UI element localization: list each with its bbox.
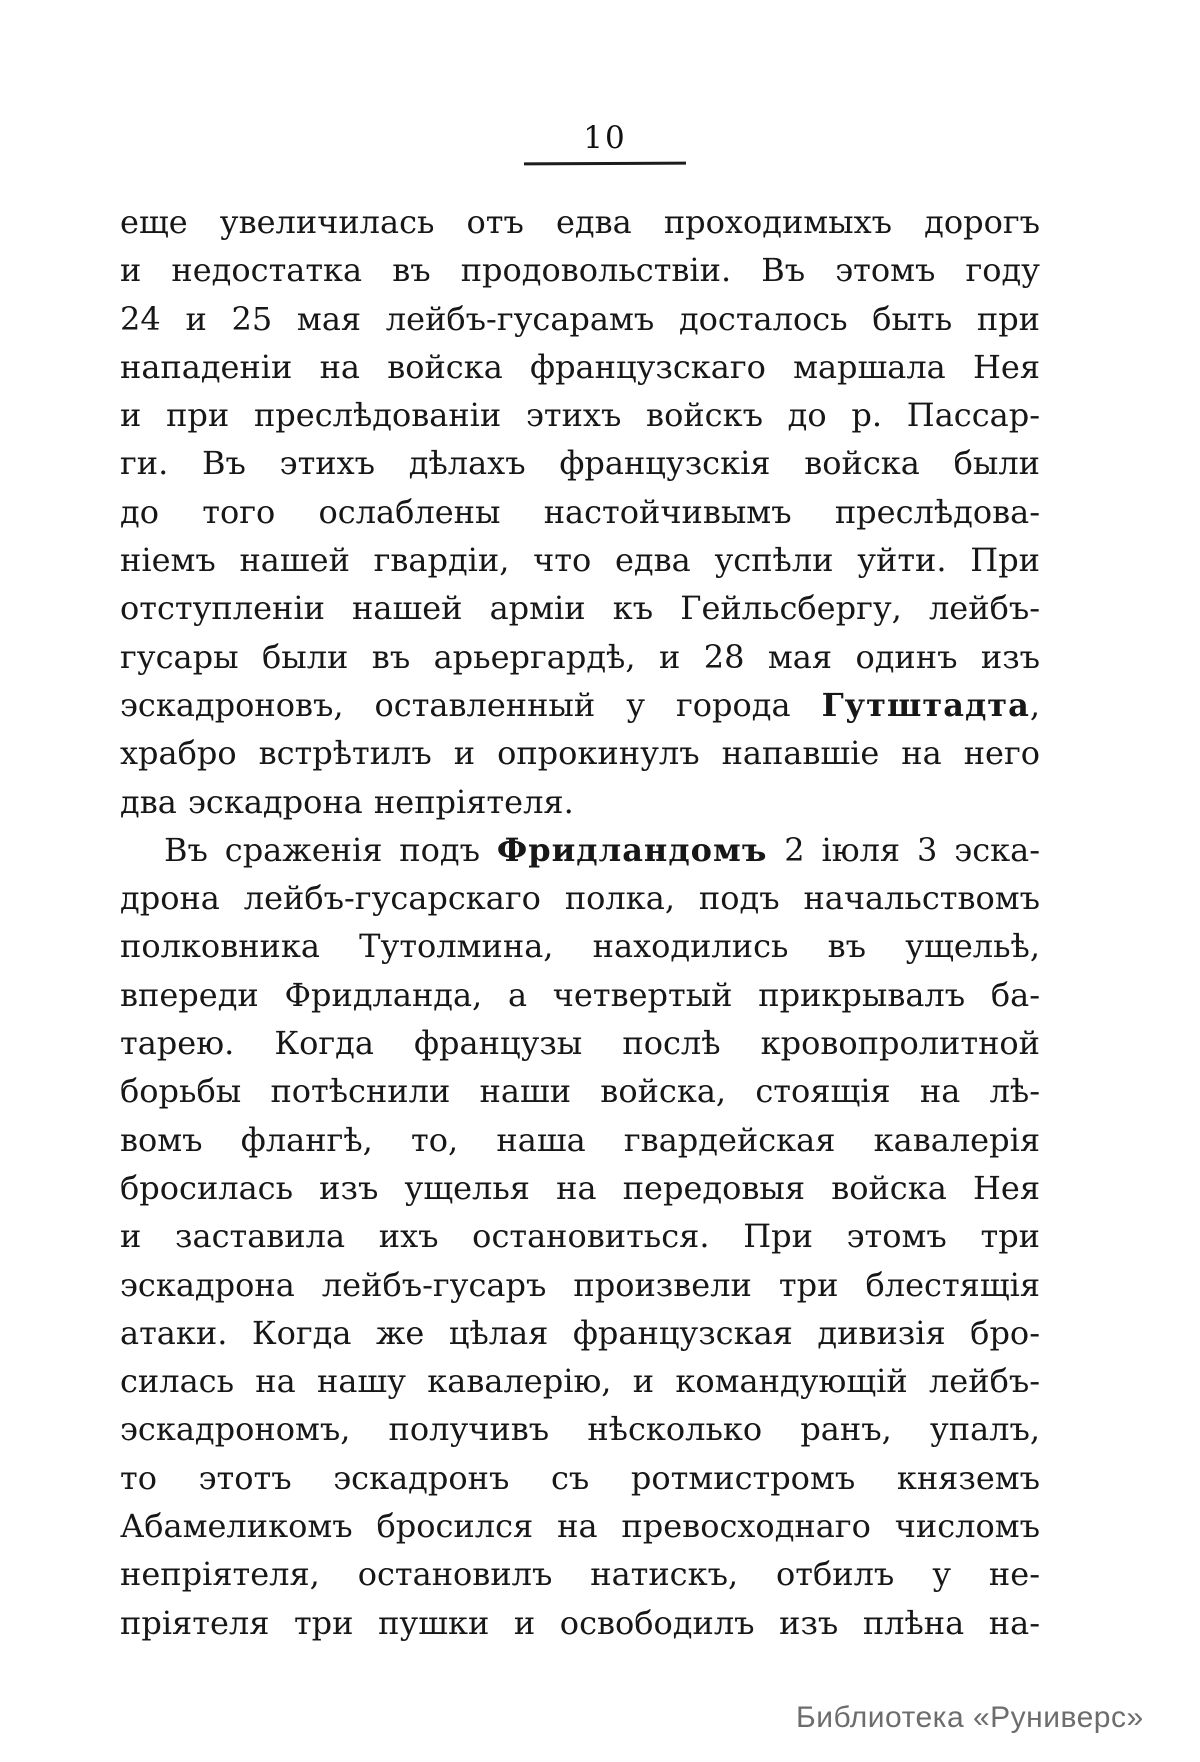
- text-line: гусары были въ арьергардѣ, и 28 мая одинъ изъ: [120, 637, 1040, 676]
- text-line: то этотъ эскадронъ съ ротмистромъ княземъ: [120, 1458, 1040, 1497]
- text-line: непріятеля, остановилъ натискъ, отбилъ у не-: [120, 1555, 1040, 1594]
- text-line: ніемъ нашей гвардіи, что едва успѣли уйти. При: [120, 541, 1040, 580]
- header-rule: [524, 162, 686, 166]
- text-line: эскадрона лейбъ-гусаръ произвели три блестящія: [120, 1265, 1040, 1304]
- text-line: дрона лейбъ-гусарскаго полка, подъ начальствомъ: [120, 879, 1040, 918]
- text-line: вомъ флангѣ, то, наша гвардейская кавалерія: [120, 1120, 1040, 1159]
- text-line: атаки. Когда же цѣлая французская дивизія бро-: [120, 1313, 1040, 1352]
- text-line: еще увеличилась отъ едва проходимыхъ дорогъ: [120, 203, 1040, 241]
- text-line: отступленіи нашей арміи къ Гейльсбергу, лейбъ-: [120, 589, 1040, 628]
- text-line: и заставила ихъ остановиться. При этомъ три: [120, 1217, 1040, 1256]
- text-line: ги. Въ этихъ дѣлахъ французскія войска были: [120, 444, 1040, 483]
- page-text: [120, 198, 1040, 1647]
- text-line: и при преслѣдованіи этихъ войскъ до р. Пассар-: [120, 396, 1040, 435]
- text-line: борьбы потѣснили наши войска, стоящія на лѣ-: [120, 1072, 1040, 1111]
- text-line: 24 и 25 мая лейбъ-гусарамъ досталось быть при: [120, 299, 1040, 338]
- text-line: Абамеликомъ бросился на превосходнаго числомъ: [120, 1507, 1040, 1546]
- text-line: два эскадрона непріятеля.: [120, 782, 574, 821]
- page-header: [524, 120, 686, 165]
- text-line: и недостатка въ продовольствіи. Въ этомъ году: [120, 251, 1040, 290]
- text-line: полковника Тутолмина, находились въ ущельѣ,: [120, 927, 1040, 966]
- text-line: храбро встрѣтилъ и опрокинулъ напавшіе на него: [120, 734, 1040, 773]
- bold-place-name: Гутштадта: [821, 685, 1030, 724]
- text-line: Въ сраженія подъ Фридландомъ 2 іюля 3 эска-: [164, 830, 1041, 869]
- text-line: тарею. Когда французы послѣ кровопролитной: [120, 1024, 1040, 1063]
- library-watermark: Библиотека «Руниверс»: [796, 1701, 1144, 1734]
- text-line: бросилась изъ ущелья на передовыя войска Нея: [120, 1168, 1040, 1207]
- page-number: 10: [583, 120, 627, 156]
- text-line: пріятеля три пушки и освободилъ изъ плѣна на-: [120, 1603, 1040, 1642]
- text-line: впереди Фридланда, а четвертый прикрывалъ ба-: [120, 975, 1040, 1014]
- text-line: силась на нашу кавалерію, и командующій лейбъ-: [120, 1362, 1040, 1401]
- text-line: до того ослаблены настойчивымъ преслѣдова-: [120, 492, 1040, 531]
- text-line: эскадрономъ, получивъ нѣсколько ранъ, упалъ,: [120, 1410, 1040, 1449]
- text-line: эскадроновъ, оставленный у города Гутштадта,: [120, 685, 1040, 724]
- bold-place-name: Фридландомъ: [496, 830, 768, 869]
- text-line: нападеніи на войска французскаго маршала Нея: [120, 347, 1040, 386]
